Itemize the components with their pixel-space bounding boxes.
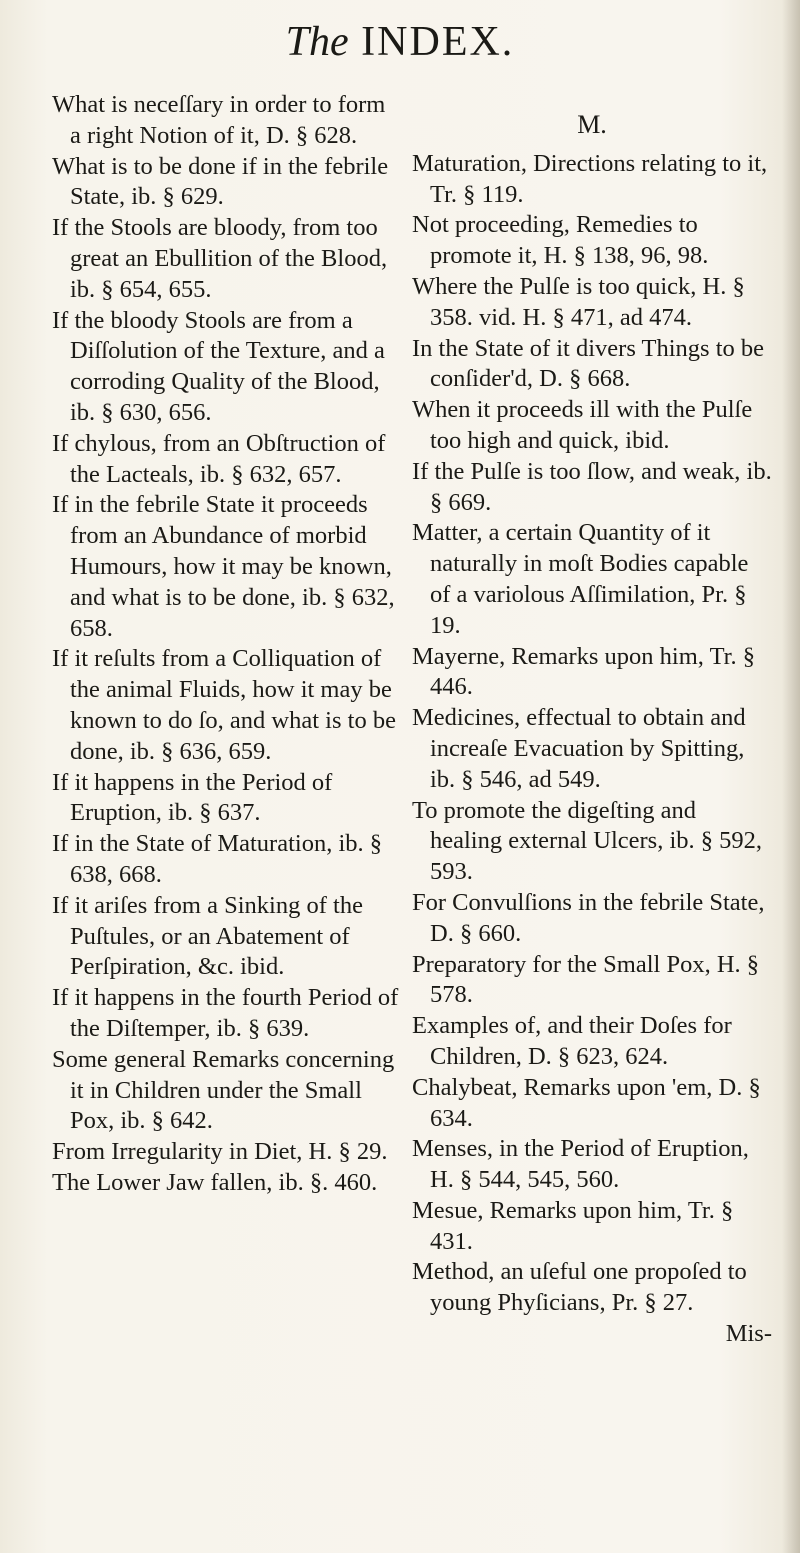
index-main-entry: Matter, a certain Quantity of it naturally in moſt Bodies capable of a variolous Aſſimilation, Pr. § 19. [412, 519, 749, 639]
index-main-entry: Maturation, Directions relating to it, Tr. § 119. [412, 149, 768, 208]
index-main-entry: Menses, in the Period of Eruption, H. § 544, 545, 560. [412, 1135, 749, 1194]
index-entry: If it ariſes from a Sinking of the Puſtules, or an Abatement of Perſpiration, &c. ibid. [52, 891, 363, 981]
index-main-entry: Mayerne, Remarks upon him, Tr. § 446. [412, 642, 755, 701]
page-gutter-shadow [782, 0, 800, 1553]
index-entry: For Convulſions in the febrile State, D. § 660. [412, 888, 765, 947]
left-column [52, 90, 402, 1199]
index-entry: Where the Pulſe is too quick, H. § 358. vid. H. § 471, ad 474. [412, 272, 745, 331]
index-entry: If the Pulſe is too ſlow, and weak, ib. § 669. [412, 457, 772, 516]
right-column [412, 90, 772, 1350]
header-title: INDEX. [361, 19, 515, 65]
index-entry: What is neceſſary in order to form a right Notion of it, D. § 628. [52, 91, 386, 149]
index-main-entry: The Lower Jaw fallen, ib. §. 460. [52, 1168, 378, 1196]
index-entry: Not proceeding, Remedies to promote it, H. § 138, 96, 98. [412, 211, 709, 270]
index-main-entry: Method, an uſeful one propoſed to young Phyſicians, Pr. § 27. [412, 1258, 747, 1317]
index-entry: From Irregularity in Diet, H. § 29. [52, 1138, 388, 1166]
index-main-entry: Mesue, Remarks upon him, Tr. § 431. [412, 1196, 734, 1255]
section-letter: M. [577, 110, 607, 139]
index-main-entry: Medicines, effectual to obtain and increaſe Evacuation by Spitting, ib. § 546, ad 549. [412, 704, 746, 793]
index-entry: Preparatory for the Small Pox, H. § 578. [412, 950, 760, 1009]
index-entry: If chylous, from an Obſtruction of the Lacteals, ib. § 632, 657. [52, 429, 386, 488]
index-entry: If in the State of Maturation, ib. § 638, 668. [52, 830, 382, 888]
index-entry: When it proceeds ill with the Pulſe too high and quick, ibid. [412, 396, 753, 454]
index-entry: Some general Remarks concerning it in Children under the Small Pox, ib. § 642. [52, 1045, 395, 1135]
index-entry: Chalybeat, Remarks upon 'em, D. § 634. [412, 1073, 761, 1132]
header-prefix: The [285, 19, 349, 65]
index-entry: If in the febrile State it proceeds from an Abundance of morbid Humours, how it may be known, and what is to be done, ib. § 632, 658. [52, 491, 395, 642]
index-entry: In the State of it divers Things to be conſider'd, D. § 668. [412, 334, 765, 393]
catchword: Mis- [725, 1320, 772, 1348]
index-entry: What is to be done if in the febrile State, ib. § 629. [52, 152, 389, 211]
index-entry: If it happens in the Period of Eruption, ib. § 637. [52, 768, 333, 827]
index-entry: If it reſults from a Colliquation of the animal Fluids, how it may be known to do ſo, and what is to be done, ib. § 636, 659. [52, 645, 396, 765]
index-entry: If the Stools are bloody, from too great an Ebullition of the Blood, ib. § 654, 655. [52, 214, 388, 303]
index-entry: If it happens in the fourth Period of the Diſtemper, ib. § 639. [52, 984, 399, 1042]
index-entry: If the bloody Stools are from a Diſſolution of the Texture, and a corroding Quality of the Blood, ib. § 630, 656. [52, 306, 385, 426]
running-header [0, 18, 800, 66]
index-entry: To promote the digeſting and healing external Ulcers, ib. § 592, 593. [412, 796, 763, 886]
index-entry: Examples of, and their Doſes for Children, D. § 623, 624. [412, 1012, 732, 1070]
